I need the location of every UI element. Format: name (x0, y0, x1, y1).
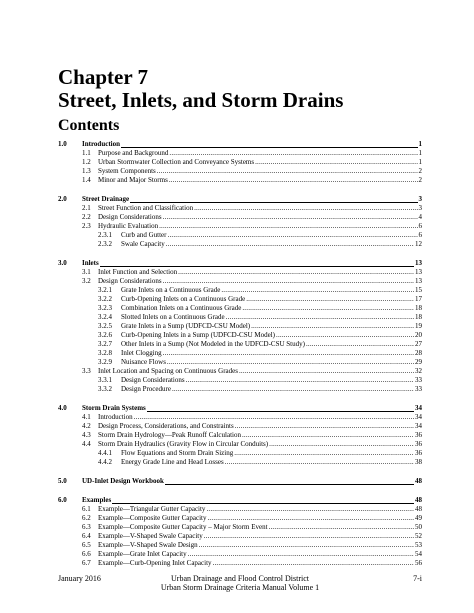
toc-entry[interactable] (58, 413, 422, 422)
toc-dot-leader (199, 541, 414, 550)
toc-entry[interactable] (58, 322, 422, 331)
toc-entry-line (98, 523, 422, 532)
toc-entry[interactable] (58, 268, 422, 277)
toc-entry-number: 4.0 (58, 404, 67, 412)
toc-entry-title: UD-Inlet Design Workbook (82, 477, 164, 485)
toc-entry-line (82, 195, 422, 204)
toc-entry[interactable] (58, 358, 422, 367)
toc-entry-page: 12 (415, 240, 422, 248)
toc-entry-line (82, 496, 422, 505)
toc-dot-leader (157, 167, 418, 176)
toc-dot-leader (186, 376, 414, 385)
toc-dot-leader (163, 213, 418, 222)
toc-entry[interactable] (58, 158, 422, 167)
toc-entry-title: Storm Drain Systems (82, 404, 146, 412)
toc-entry-page: 34 (415, 422, 422, 430)
toc-entry-title: Street Drainage (82, 195, 130, 203)
toc-entry-number: 2.3.2 (98, 240, 112, 248)
toc-dot-leader (226, 313, 414, 322)
toc-dot-leader (204, 532, 414, 541)
toc-entry-page: 4 (418, 213, 422, 221)
toc-entry-page: 13 (415, 268, 422, 276)
toc-entry-title: Combination Inlets on a Continuous Grade (121, 304, 242, 312)
toc-entry-number: 3.3 (82, 367, 91, 375)
toc-entry-page: 52 (415, 532, 422, 540)
toc-entry-line (98, 413, 422, 422)
footer-date: January 2016 (58, 574, 101, 583)
toc-dot-leader (242, 304, 414, 313)
toc-entry[interactable] (58, 240, 422, 249)
toc-dot-leader (207, 514, 414, 523)
toc-entry-page: 17 (415, 295, 422, 303)
toc-entry-number: 4.4 (82, 440, 91, 448)
toc-entry-page: 13 (415, 277, 422, 285)
toc-entry-number: 2.2 (82, 213, 91, 221)
toc-entry[interactable] (58, 367, 422, 376)
toc-entry[interactable] (58, 523, 422, 532)
page-footer (58, 574, 422, 594)
toc-entry-page: 3 (418, 204, 422, 212)
toc-entry[interactable] (58, 532, 422, 541)
toc-dot-leader (188, 550, 414, 559)
toc-entry[interactable] (58, 422, 422, 431)
toc-entry[interactable] (58, 349, 422, 358)
footer-publisher (58, 574, 422, 592)
toc-entry-line (98, 222, 422, 231)
toc-dot-leader (121, 146, 418, 148)
toc-entry-title: Example—Composite Gutter Capacity – Major Storm Event (98, 523, 268, 531)
toc-entry-line (121, 240, 422, 249)
table-of-contents (58, 140, 422, 568)
toc-entry[interactable] (58, 431, 422, 440)
toc-section-entry[interactable] (58, 496, 422, 505)
toc-entry-line (98, 158, 422, 167)
toc-dot-leader (269, 440, 414, 449)
toc-entry-line (98, 505, 422, 514)
toc-entry[interactable] (58, 505, 422, 514)
toc-entry-number: 3.2.3 (98, 304, 112, 312)
toc-entry-title: Storm Drain Hydrology—Peak Runoff Calculation (98, 431, 241, 439)
toc-entry-page: 6 (418, 222, 422, 230)
toc-entry-line (98, 176, 422, 185)
toc-entry-number: 6.1 (82, 505, 91, 513)
toc-entry-page: 2 (418, 176, 422, 184)
toc-entry-line (98, 367, 422, 376)
toc-entry[interactable] (58, 213, 422, 222)
toc-dot-leader (168, 231, 418, 240)
toc-entry[interactable] (58, 295, 422, 304)
toc-entry-page: 54 (415, 550, 422, 558)
toc-entry-page: 1 (418, 158, 422, 166)
toc-entry-number: 3.3.1 (98, 376, 112, 384)
toc-entry-page: 3 (418, 195, 422, 203)
toc-entry-number: 3.1 (82, 268, 91, 276)
toc-entry-page: 1 (418, 140, 422, 148)
toc-dot-leader (130, 201, 417, 203)
toc-entry-title: Example—Curb-Opening Inlet Capacity (98, 559, 212, 567)
toc-entry-number: 4.3 (82, 431, 91, 439)
toc-entry-number: 3.2 (82, 277, 91, 285)
toc-entry-title: Inlet Clogging (121, 349, 162, 357)
toc-dot-leader (235, 422, 414, 431)
toc-entry-page: 36 (415, 449, 422, 457)
toc-entry-page: 1 (418, 149, 422, 157)
toc-entry-line (121, 376, 422, 385)
footer-org: Urban Drainage and Flood Control District (171, 574, 309, 583)
toc-entry-title: Grate Inlets on a Continuous Grade (121, 286, 221, 294)
toc-entry-title: Inlet Function and Selection (98, 268, 178, 276)
toc-entry-page: 6 (418, 231, 422, 239)
footer-manual: Urban Storm Drainage Criteria Manual Volume 1 (160, 583, 320, 592)
toc-dot-leader (242, 431, 414, 440)
toc-entry-page: 48 (415, 496, 422, 504)
toc-entry-page: 28 (415, 349, 422, 357)
toc-section-entry[interactable] (58, 477, 422, 486)
toc-entry-title: Street Function and Classification (98, 204, 194, 212)
toc-dot-leader (159, 222, 417, 231)
toc-dot-leader (163, 277, 414, 286)
toc-entry[interactable] (58, 277, 422, 286)
toc-entry-number: 1.1 (82, 149, 91, 157)
toc-entry-title: Introduction (98, 413, 133, 421)
toc-entry[interactable] (58, 559, 422, 568)
toc-entry-line (121, 286, 422, 295)
toc-entry-title: Hydraulic Evaluation (98, 222, 159, 230)
toc-entry-page: 13 (415, 259, 422, 267)
toc-entry-line (121, 322, 422, 331)
toc-entry-line (98, 550, 422, 559)
toc-dot-leader (169, 149, 417, 158)
toc-entry-title: Example—Composite Gutter Capacity (98, 514, 207, 522)
toc-dot-leader (163, 349, 414, 358)
toc-dot-leader (167, 358, 414, 367)
toc-entry-page: 34 (415, 404, 422, 412)
toc-entry[interactable] (58, 149, 422, 158)
toc-entry-title: Design Process, Considerations, and Constraints (98, 422, 234, 430)
toc-dot-leader (276, 331, 414, 340)
toc-entry-number: 1.4 (82, 176, 91, 184)
toc-entry-line (98, 149, 422, 158)
toc-entry-line (121, 449, 422, 458)
toc-entry-number: 2.0 (58, 195, 67, 203)
toc-entry-number: 4.4.1 (98, 449, 112, 457)
toc-entry-title: Example—Triangular Gutter Capacity (98, 505, 206, 513)
toc-entry-page: 48 (415, 477, 422, 485)
toc-entry-line (121, 304, 422, 313)
toc-entry-title: Curb-Opening Inlets on a Continuous Grade (121, 295, 246, 303)
toc-entry-page: 38 (415, 458, 422, 466)
toc-entry-title: Inlet Location and Spacing on Continuous Grades (98, 367, 238, 375)
toc-entry[interactable] (58, 231, 422, 240)
toc-dot-leader (172, 385, 414, 394)
toc-entry-line (98, 277, 422, 286)
toc-entry-title: Purpose and Background (98, 149, 169, 157)
toc-entry-title: Flow Equations and Storm Drain Sizing (121, 449, 234, 457)
toc-entry-line (98, 532, 422, 541)
toc-entry-number: 2.3.1 (98, 231, 112, 239)
chapter-title (58, 66, 343, 112)
toc-section-entry[interactable] (58, 195, 422, 204)
toc-entry-title: Slotted Inlets on a Continuous Grade (121, 313, 225, 321)
toc-entry-title: Other Inlets in a Sump (Not Modeled in the UDFCD-CSU Study) (121, 340, 305, 348)
toc-entry-line (121, 231, 422, 240)
toc-entry[interactable] (58, 313, 422, 322)
toc-entry-title: Nuisance Flows (121, 358, 166, 366)
toc-entry-page: 49 (415, 514, 422, 522)
toc-entry-line (98, 559, 422, 568)
toc-dot-leader (206, 505, 414, 514)
toc-entry-page: 20 (415, 331, 422, 339)
toc-entry-page: 18 (415, 313, 422, 321)
toc-entry-number: 4.4.2 (98, 458, 112, 466)
toc-entry-line (82, 140, 422, 149)
toc-entry-line (98, 541, 422, 550)
toc-entry[interactable] (58, 458, 422, 467)
toc-section-entry[interactable] (58, 259, 422, 268)
toc-entry-page: 48 (415, 505, 422, 513)
toc-entry-number: 6.4 (82, 532, 91, 540)
toc-entry-page: 2 (418, 167, 422, 175)
toc-dot-leader (147, 410, 414, 412)
toc-entry-title: Design Considerations (98, 213, 162, 221)
chapter-name: Street, Inlets, and Storm Drains (58, 88, 344, 112)
toc-entry-page: 27 (415, 340, 422, 348)
toc-entry-line (82, 259, 422, 268)
toc-dot-leader (213, 559, 414, 568)
toc-entry-title: Minor and Major Storms (98, 176, 168, 184)
toc-dot-leader (112, 502, 414, 504)
toc-entry-number: 3.2.9 (98, 358, 112, 366)
toc-entry[interactable] (58, 340, 422, 349)
toc-entry-number: 6.5 (82, 541, 91, 549)
toc-dot-leader (165, 483, 414, 485)
toc-entry-title: Introduction (82, 140, 120, 148)
toc-section-entry[interactable] (58, 404, 422, 413)
toc-entry-title: Example—V-Shaped Swale Design (98, 541, 198, 549)
toc-entry-line (121, 340, 422, 349)
toc-entry-number: 3.2.4 (98, 313, 112, 321)
toc-entry[interactable] (58, 376, 422, 385)
toc-entry[interactable] (58, 167, 422, 176)
toc-dot-leader (166, 240, 414, 249)
toc-entry-line (98, 440, 422, 449)
toc-entry-line (121, 358, 422, 367)
contents-heading: Contents (58, 117, 120, 134)
toc-entry-title: Swale Capacity (121, 240, 165, 248)
toc-entry-number: 1.0 (58, 140, 67, 148)
toc-entry-line (121, 458, 422, 467)
toc-entry-number: 6.6 (82, 550, 91, 558)
toc-entry-page: 53 (415, 541, 422, 549)
toc-entry-page: 15 (415, 286, 422, 294)
toc-entry[interactable] (58, 541, 422, 550)
toc-entry-number: 3.2.8 (98, 349, 112, 357)
toc-entry-line (121, 331, 422, 340)
toc-entry-number: 3.0 (58, 259, 67, 267)
toc-entry-title: Urban Stormwater Collection and Conveyance Systems (98, 158, 255, 166)
toc-entry-line (82, 404, 422, 413)
footer-page-number: 7-i (413, 574, 422, 583)
toc-entry[interactable] (58, 204, 422, 213)
toc-entry-page: 36 (415, 440, 422, 448)
toc-entry-page: 34 (415, 413, 422, 421)
toc-entry-number: 5.0 (58, 477, 67, 485)
toc-dot-leader (194, 204, 417, 213)
toc-entry-line (98, 431, 422, 440)
toc-entry-number: 1.3 (82, 167, 91, 175)
toc-entry-title: System Components (98, 167, 156, 175)
toc-entry[interactable] (58, 286, 422, 295)
toc-dot-leader (246, 295, 414, 304)
toc-entry[interactable] (58, 385, 422, 394)
toc-entry-number: 3.3.2 (98, 385, 112, 393)
toc-entry-page: 33 (415, 376, 422, 384)
chapter-number: Chapter 7 (58, 65, 149, 89)
toc-entry-title: Grate Inlets in a Sump (UDFCD-CSU Model) (121, 322, 251, 330)
toc-entry-line (98, 167, 422, 176)
toc-entry-line (98, 422, 422, 431)
toc-entry-title: Storm Drain Hydraulics (Gravity Flow in Circular Conduits) (98, 440, 269, 448)
toc-dot-leader (100, 265, 414, 267)
toc-entry-title: Curb and Gutter (121, 231, 167, 239)
toc-entry-line (121, 295, 422, 304)
toc-entry-line (82, 477, 422, 486)
toc-entry-number: 3.2.1 (98, 286, 112, 294)
toc-entry-title: Example—V-Shaped Swale Capacity (98, 532, 203, 540)
toc-entry-page: 33 (415, 385, 422, 393)
toc-entry-page: 18 (415, 304, 422, 312)
toc-entry-number: 3.2.5 (98, 322, 112, 330)
toc-entry-title: Energy Grade Line and Head Losses (121, 458, 224, 466)
toc-entry-number: 1.2 (82, 158, 91, 166)
toc-entry-title: Design Procedure (121, 385, 171, 393)
toc-entry-page: 29 (415, 358, 422, 366)
toc-entry-page: 36 (415, 431, 422, 439)
toc-entry-number: 2.1 (82, 204, 91, 212)
toc-entry[interactable] (58, 550, 422, 559)
toc-entry[interactable] (58, 304, 422, 313)
toc-entry-title: Design Considerations (121, 376, 185, 384)
toc-entry-page: 50 (415, 523, 422, 531)
toc-entry-line (98, 514, 422, 523)
toc-dot-leader (221, 286, 414, 295)
toc-entry[interactable] (58, 440, 422, 449)
toc-entry-number: 4.1 (82, 413, 91, 421)
toc-entry-number: 2.3 (82, 222, 91, 230)
toc-dot-leader (178, 268, 414, 277)
toc-dot-leader (269, 523, 414, 532)
toc-entry[interactable] (58, 176, 422, 185)
toc-dot-leader (251, 322, 414, 331)
toc-section-entry[interactable] (58, 140, 422, 149)
toc-dot-leader (239, 367, 414, 376)
toc-dot-leader (306, 340, 414, 349)
toc-dot-leader (134, 413, 414, 422)
toc-entry[interactable] (58, 331, 422, 340)
toc-entry-line (98, 213, 422, 222)
toc-entry-title: Curb-Opening Inlets in a Sump (UDFCD-CSU Model) (121, 331, 275, 339)
toc-entry-number: 3.2.7 (98, 340, 112, 348)
toc-entry-line (98, 204, 422, 213)
toc-entry-number: 3.2.6 (98, 331, 112, 339)
toc-dot-leader (169, 176, 418, 185)
toc-entry-number: 6.3 (82, 523, 91, 531)
toc-entry-line (121, 313, 422, 322)
toc-entry[interactable] (58, 514, 422, 523)
toc-entry[interactable] (58, 449, 422, 458)
toc-entry-line (121, 385, 422, 394)
toc-entry-page: 56 (415, 559, 422, 567)
toc-entry-number: 6.2 (82, 514, 91, 522)
toc-entry-page: 19 (415, 322, 422, 330)
toc-dot-leader (234, 449, 414, 458)
toc-dot-leader (255, 158, 417, 167)
toc-entry-number: 6.7 (82, 559, 91, 567)
toc-entry-title: Examples (82, 496, 112, 504)
toc-entry-number: 4.2 (82, 422, 91, 430)
toc-entry-line (98, 268, 422, 277)
toc-entry-title: Design Considerations (98, 277, 162, 285)
toc-dot-leader (225, 458, 414, 467)
toc-entry-number: 6.0 (58, 496, 67, 504)
toc-entry-page: 32 (415, 367, 422, 375)
toc-entry[interactable] (58, 222, 422, 231)
toc-entry-line (121, 349, 422, 358)
toc-entry-number: 3.2.2 (98, 295, 112, 303)
toc-entry-title: Example—Grate Inlet Capacity (98, 550, 187, 558)
toc-entry-title: Inlets (82, 259, 99, 267)
